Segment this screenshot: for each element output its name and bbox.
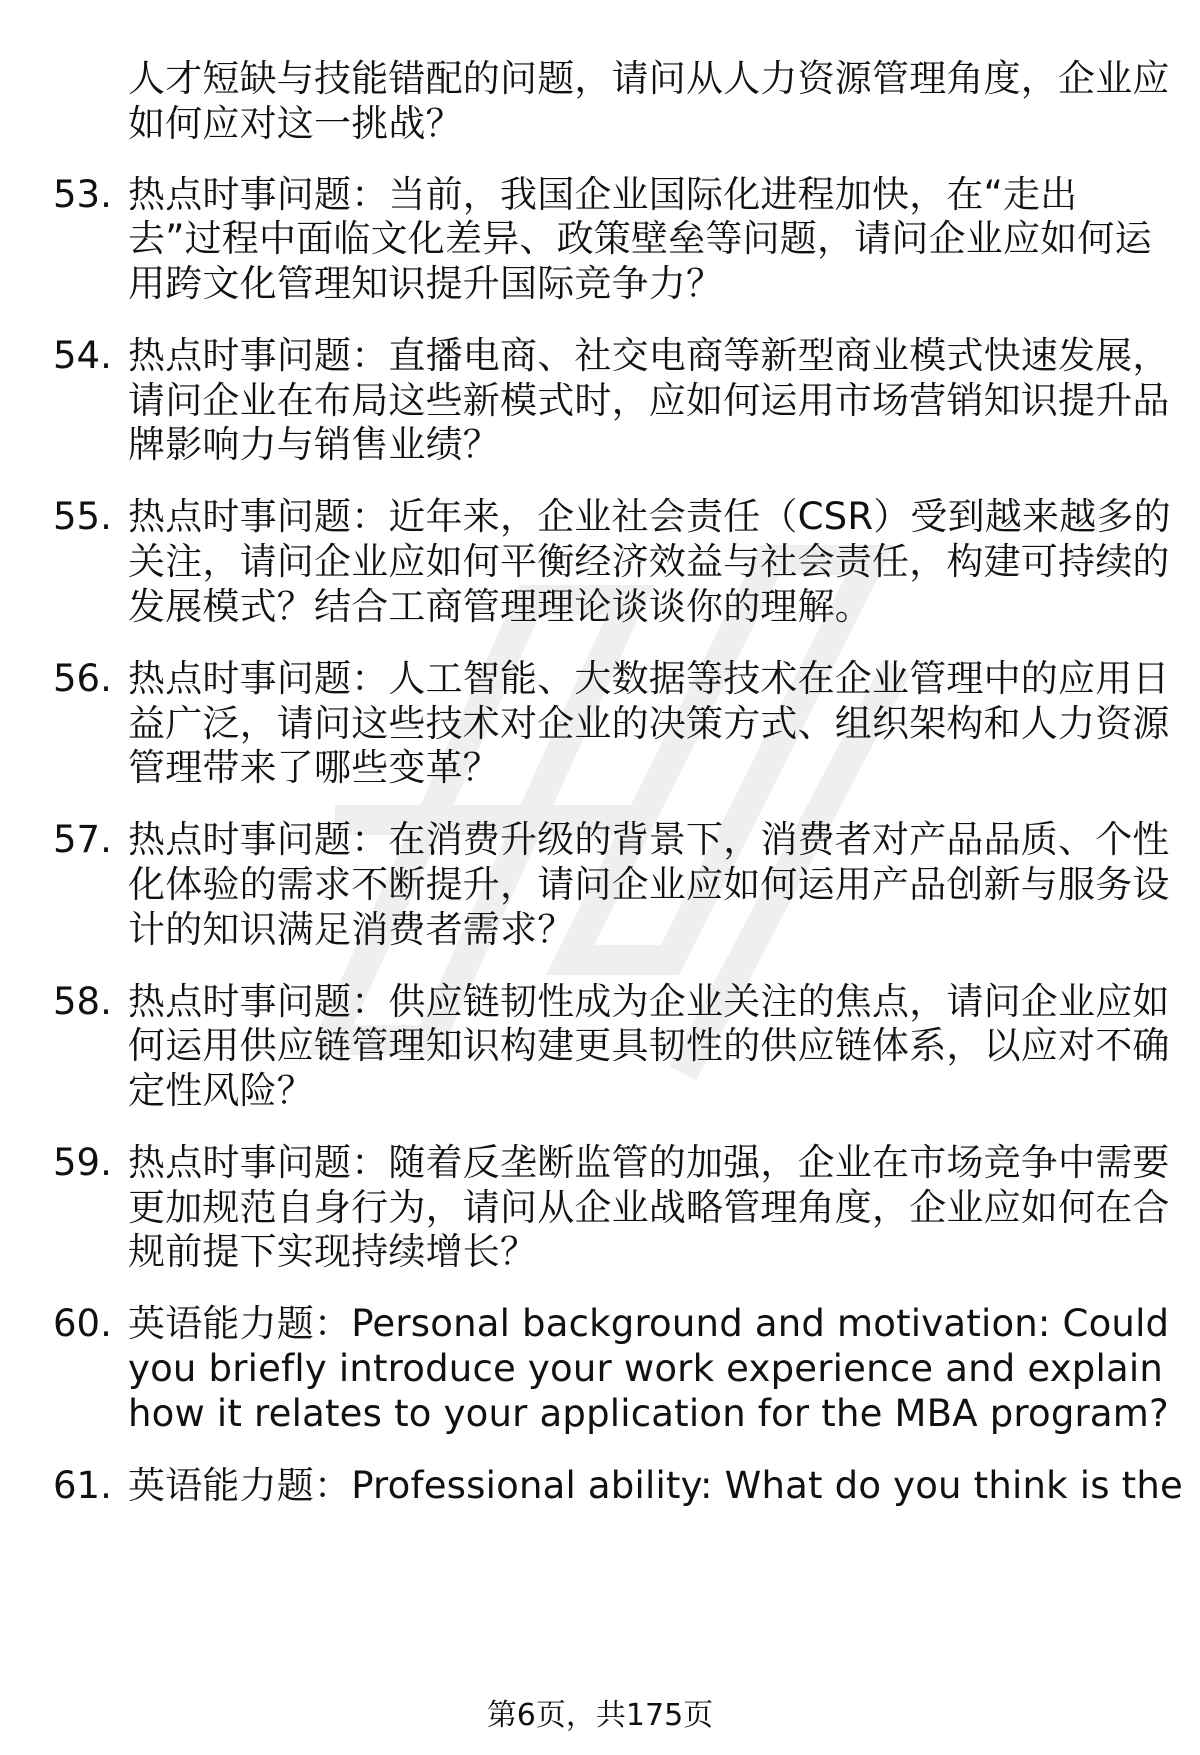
question-text-line: 化体验的需求不断提升，请问企业应如何运用产品创新与服务设: [128, 863, 1170, 906]
question-number: 56.: [53, 657, 112, 700]
question-number: 54.: [53, 334, 112, 377]
question-text-line: 用跨文化管理知识提升国际竞争力？: [128, 262, 724, 305]
question-number: 59.: [53, 1141, 112, 1184]
question-text-line: 关注，请问企业应如何平衡经济效益与社会责任，构建可持续的: [128, 540, 1170, 583]
question-number: 55.: [53, 495, 112, 538]
question-text-line: 更加规范自身行为，请问从企业战略管理角度，企业应如何在合: [128, 1186, 1170, 1229]
question-number: 61.: [53, 1464, 112, 1507]
question-text-line: 热点时事问题：人工智能、大数据等技术在企业管理中的应用日: [128, 657, 1170, 700]
question-text-line: 定性风险？: [128, 1069, 314, 1112]
question-text-line: 热点时事问题：在消费升级的背景下，消费者对产品品质、个性: [128, 818, 1170, 861]
question-text-line: 英语能力题：Professional ability: What do you think is the: [128, 1464, 1183, 1507]
question-text-line: how it relates to your application for the MBA program?: [128, 1392, 1169, 1435]
question-text-line: 益广泛，请问这些技术对企业的决策方式、组织架构和人力资源: [128, 702, 1170, 745]
question-text-line: 管理带来了哪些变革？: [128, 746, 500, 789]
question-text-line: 何运用供应链管理知识构建更具韧性的供应链体系，以应对不确: [128, 1024, 1170, 1067]
question-text-line: 英语能力题：Personal background and motivation: Could: [128, 1302, 1170, 1345]
question-text-line: 牌影响力与销售业绩？: [128, 423, 500, 466]
continuation-line-2: 如何应对这一挑战？: [128, 102, 463, 145]
question-number: 57.: [53, 818, 112, 861]
question-text-line: 热点时事问题：供应链韧性成为企业关注的焦点，请问企业应如: [128, 980, 1170, 1023]
question-text-line: 发展模式？结合工商管理理论谈谈你的理解。: [128, 585, 872, 628]
question-number: 60.: [53, 1302, 112, 1345]
question-number: 58.: [53, 980, 112, 1023]
question-number: 53.: [53, 173, 112, 216]
question-text-line: 计的知识满足消费者需求？: [128, 908, 575, 951]
question-text-line: 热点时事问题：直播电商、社交电商等新型商业模式快速发展，: [128, 334, 1170, 377]
question-text-line: you briefly introduce your work experience and explain: [128, 1347, 1163, 1390]
question-text-line: 热点时事问题：随着反垄断监管的加强，企业在市场竞争中需要: [128, 1141, 1170, 1184]
question-text-line: 热点时事问题：当前，我国企业国际化进程加快，在“走出: [128, 173, 1078, 216]
question-text-line: 请问企业在布局这些新模式时，应如何运用市场营销知识提升品: [128, 379, 1170, 422]
page-footer: 第6页，共175页: [486, 1698, 714, 1733]
question-text-line: 热点时事问题：近年来，企业社会责任（CSR）受到越来越多的: [128, 495, 1171, 538]
question-text-line: 规前提下实现持续增长？: [128, 1230, 538, 1273]
continuation-line-1: 人才短缺与技能错配的问题，请问从人力资源管理角度，企业应: [128, 57, 1170, 100]
question-text-line: 去”过程中面临文化差异、政策壁垒等问题，请问企业应如何运: [128, 217, 1152, 260]
